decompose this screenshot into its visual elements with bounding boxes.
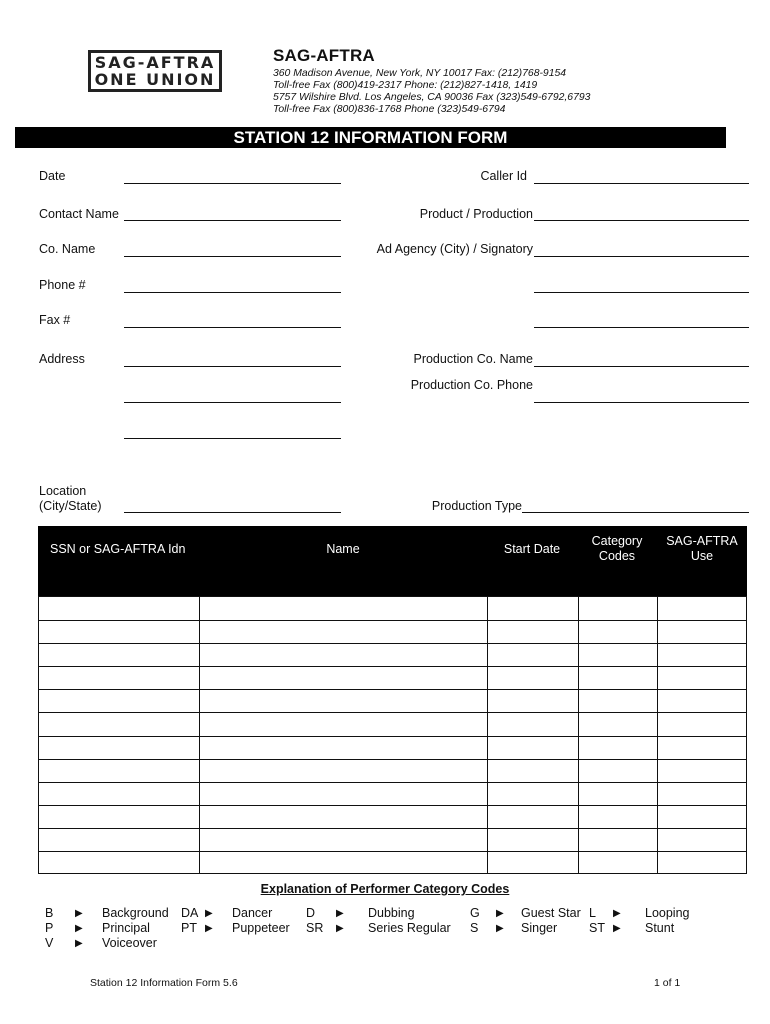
- contact-name-label: Contact Name: [39, 207, 119, 221]
- arrow-icon: ▶: [205, 908, 213, 919]
- phone-field[interactable]: [124, 292, 341, 293]
- arrow-icon: ▶: [75, 923, 83, 934]
- table-row[interactable]: [39, 689, 746, 690]
- label-looping: Looping: [645, 906, 690, 920]
- table-row[interactable]: [39, 666, 746, 667]
- table-row[interactable]: [39, 782, 746, 783]
- ad-agency-field-2[interactable]: [534, 292, 749, 293]
- label-background: Background: [102, 906, 169, 920]
- form-id: Station 12 Information Form 5.6: [90, 977, 238, 989]
- caller-id-field[interactable]: [534, 183, 749, 184]
- code-v: V: [45, 936, 54, 950]
- code-b: B: [45, 906, 54, 920]
- location-label-sub: (City/State): [39, 499, 102, 513]
- address-field-1[interactable]: [124, 366, 341, 367]
- label-stunt: Stunt: [645, 921, 675, 935]
- label-dubbing: Dubbing: [368, 906, 415, 920]
- production-type-label: Production Type: [431, 499, 522, 513]
- co-name-field[interactable]: [124, 256, 341, 257]
- form-title: STATION 12 INFORMATION FORM: [15, 127, 726, 148]
- sag-aftra-logo: [88, 50, 222, 92]
- code-da: DA: [181, 906, 199, 920]
- label-dancer: Dancer: [232, 906, 273, 920]
- production-co-name-field[interactable]: [534, 366, 749, 367]
- arrow-icon: ▶: [75, 938, 83, 949]
- use-header-line2: Use: [690, 549, 714, 563]
- name-header: Name: [326, 542, 360, 556]
- arrow-icon: ▶: [336, 908, 344, 919]
- date-field[interactable]: [124, 183, 341, 184]
- address-line: Toll-free Fax (800)836-1768 Phone (323)549-6794: [273, 104, 506, 115]
- table-row[interactable]: [39, 828, 746, 829]
- label-singer: Singer: [521, 921, 558, 935]
- table-row[interactable]: [39, 620, 746, 621]
- table-row[interactable]: [39, 851, 746, 852]
- production-co-phone-field[interactable]: [534, 402, 749, 403]
- table-row[interactable]: [39, 759, 746, 760]
- code-l: L: [589, 906, 596, 920]
- table-row[interactable]: [39, 805, 746, 806]
- org-name: SAG-AFTRA: [273, 46, 375, 65]
- code-g: G: [470, 906, 480, 920]
- fax-field[interactable]: [124, 327, 341, 328]
- address-field-2[interactable]: [124, 402, 341, 403]
- date-label: Date: [39, 169, 66, 183]
- contact-name-field[interactable]: [124, 220, 341, 221]
- product-production-field[interactable]: [534, 220, 749, 221]
- performer-table-body: [38, 596, 747, 874]
- label-puppeteer: Puppeteer: [232, 921, 290, 935]
- category-header-line1: Category: [591, 534, 643, 548]
- label-series-regular: Series Regular: [368, 921, 451, 935]
- phone-label: Phone #: [39, 278, 86, 292]
- category-header-line2: Codes: [598, 549, 636, 563]
- code-d: D: [306, 906, 316, 920]
- address-line: 360 Madison Avenue, New York, NY 10017 Fax: (212)768-9154: [273, 68, 567, 79]
- label-voiceover: Voiceover: [102, 936, 157, 950]
- co-name-label: Co. Name: [39, 242, 96, 256]
- address-line: Toll-free Fax (800)419-2317 Phone: (212)827-1418, 1419: [273, 80, 538, 91]
- table-row[interactable]: [39, 736, 746, 737]
- production-co-name-label: Production Co. Name: [413, 352, 533, 366]
- performer-table-header: [38, 526, 747, 596]
- start-date-header: Start Date: [503, 542, 561, 556]
- address-line: 5757 Wilshire Blvd. Los Angeles, CA 90036 Fax (323)549-6792,6793: [273, 92, 591, 103]
- column-divider: [199, 597, 200, 873]
- category-codes-header: [578, 534, 656, 564]
- ad-agency-field[interactable]: [534, 256, 749, 257]
- caller-id-label: Caller Id: [480, 169, 527, 183]
- table-row[interactable]: [39, 643, 746, 644]
- code-p: P: [45, 921, 54, 935]
- ssn-header: SSN or SAG-AFTRA Idn: [50, 542, 186, 556]
- code-pt: PT: [181, 921, 197, 935]
- code-sr: SR: [306, 921, 324, 935]
- address-label: Address: [39, 352, 85, 366]
- label-principal: Principal: [102, 921, 150, 935]
- column-divider: [487, 597, 488, 873]
- production-co-phone-label: Production Co. Phone: [410, 378, 533, 392]
- arrow-icon: ▶: [496, 923, 504, 934]
- arrow-icon: ▶: [336, 923, 344, 934]
- address-field-3[interactable]: [124, 438, 341, 439]
- use-header-line1: SAG-AFTRA: [666, 534, 738, 548]
- ad-agency-label: Ad Agency (City) / Signatory: [376, 242, 533, 256]
- column-divider: [657, 597, 658, 873]
- location-field[interactable]: [124, 512, 341, 513]
- arrow-icon: ▶: [613, 908, 621, 919]
- logo-line-2: ONE UNION: [94, 70, 216, 89]
- arrow-icon: ▶: [205, 923, 213, 934]
- arrow-icon: ▶: [75, 908, 83, 919]
- product-production-label: Product / Production: [419, 207, 533, 221]
- explanation-title: Explanation of Performer Category Codes: [260, 882, 510, 896]
- sag-aftra-use-header: [658, 534, 746, 564]
- arrow-icon: ▶: [613, 923, 621, 934]
- page-number: 1 of 1: [654, 977, 681, 989]
- arrow-icon: ▶: [496, 908, 504, 919]
- logo-line-1: SAG-AFTRA: [94, 53, 216, 72]
- label-guest-star: Guest Star: [521, 906, 581, 920]
- column-divider: [578, 597, 579, 873]
- code-st: ST: [589, 921, 605, 935]
- code-s: S: [470, 921, 479, 935]
- fax-label: Fax #: [39, 313, 71, 327]
- ad-agency-field-3[interactable]: [534, 327, 749, 328]
- table-row[interactable]: [39, 712, 746, 713]
- production-type-field[interactable]: [522, 512, 749, 513]
- location-label: Location: [39, 484, 87, 498]
